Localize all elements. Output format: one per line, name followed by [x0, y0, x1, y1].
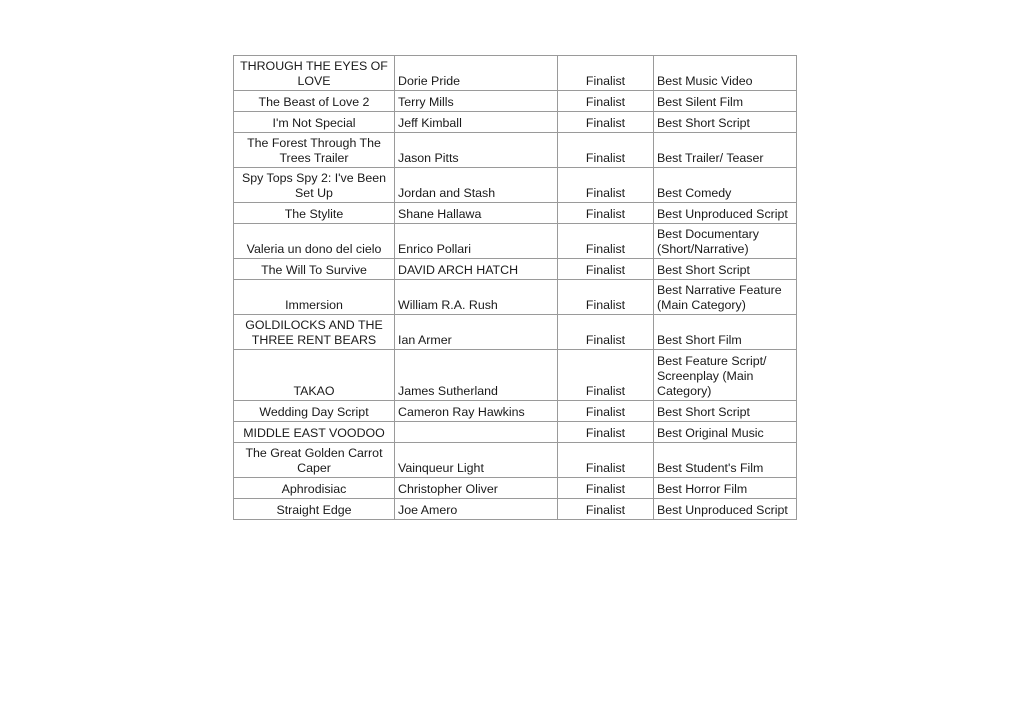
table-row	[234, 315, 797, 350]
table-row	[234, 478, 797, 499]
status-cell: Finalist	[558, 56, 654, 91]
table-row	[234, 168, 797, 203]
status-cell: Finalist	[558, 350, 654, 401]
category-cell: Best Short Script	[654, 259, 797, 280]
category-cell: Best Short Film	[654, 315, 797, 350]
entrant-name-cell: Jeff Kimball	[395, 112, 558, 133]
status-cell: Finalist	[558, 280, 654, 315]
category-cell: Best Original Music	[654, 422, 797, 443]
entrant-name-cell: Terry Mills	[395, 91, 558, 112]
entrant-name-cell	[395, 422, 558, 443]
film-title-cell: Wedding Day Script	[234, 401, 395, 422]
table-row	[234, 112, 797, 133]
table-row	[234, 443, 797, 478]
entrant-name-cell: Joe Amero	[395, 499, 558, 520]
table-row	[234, 56, 797, 91]
category-cell: Best Trailer/ Teaser	[654, 133, 797, 168]
film-title-cell: The Forest Through The Trees Trailer	[234, 133, 395, 168]
status-cell: Finalist	[558, 499, 654, 520]
film-title-cell: The Stylite	[234, 203, 395, 224]
film-title-cell: Valeria un dono del cielo	[234, 224, 395, 259]
entrant-name-cell: James Sutherland	[395, 350, 558, 401]
film-title-cell: MIDDLE EAST VOODOO	[234, 422, 395, 443]
table-row	[234, 401, 797, 422]
status-cell: Finalist	[558, 203, 654, 224]
table-row	[234, 499, 797, 520]
entrant-name-cell: Enrico Pollari	[395, 224, 558, 259]
film-title-cell: GOLDILOCKS AND THE THREE RENT BEARS	[234, 315, 395, 350]
status-cell: Finalist	[558, 112, 654, 133]
entrant-name-cell: DAVID ARCH HATCH	[395, 259, 558, 280]
film-title-cell: The Great Golden Carrot Caper	[234, 443, 395, 478]
table-row	[234, 133, 797, 168]
status-cell: Finalist	[558, 401, 654, 422]
entrant-name-cell: Dorie Pride	[395, 56, 558, 91]
category-cell: Best Silent Film	[654, 91, 797, 112]
film-title-cell: Spy Tops Spy 2: I've Been Set Up	[234, 168, 395, 203]
table-row	[234, 422, 797, 443]
table-row	[234, 259, 797, 280]
entrant-name-cell: Shane Hallawa	[395, 203, 558, 224]
entrant-name-cell: Ian Armer	[395, 315, 558, 350]
category-cell: Best Unproduced Script	[654, 499, 797, 520]
status-cell: Finalist	[558, 422, 654, 443]
table-row	[234, 91, 797, 112]
category-cell: Best Unproduced Script	[654, 203, 797, 224]
film-title-cell: The Beast of Love 2	[234, 91, 395, 112]
table-row	[234, 224, 797, 259]
status-cell: Finalist	[558, 133, 654, 168]
entrant-name-cell: William R.A. Rush	[395, 280, 558, 315]
status-cell: Finalist	[558, 478, 654, 499]
entrant-name-cell: Cameron Ray Hawkins	[395, 401, 558, 422]
category-cell: Best Documentary (Short/Narrative)	[654, 224, 797, 259]
film-title-cell: TAKAO	[234, 350, 395, 401]
category-cell: Best Horror Film	[654, 478, 797, 499]
category-cell: Best Short Script	[654, 112, 797, 133]
film-title-cell: THROUGH THE EYES OF LOVE	[234, 56, 395, 91]
category-cell: Best Narrative Feature (Main Category)	[654, 280, 797, 315]
category-cell: Best Short Script	[654, 401, 797, 422]
status-cell: Finalist	[558, 443, 654, 478]
table-row	[234, 280, 797, 315]
table-row	[234, 203, 797, 224]
film-title-cell: Straight Edge	[234, 499, 395, 520]
category-cell: Best Music Video	[654, 56, 797, 91]
film-title-cell: The Will To Survive	[234, 259, 395, 280]
entrant-name-cell: Jordan and Stash	[395, 168, 558, 203]
table-row	[234, 350, 797, 401]
finalists-table	[233, 55, 797, 520]
category-cell: Best Student's Film	[654, 443, 797, 478]
category-cell: Best Feature Script/ Screenplay (Main Category)	[654, 350, 797, 401]
status-cell: Finalist	[558, 259, 654, 280]
film-title-cell: I'm Not Special	[234, 112, 395, 133]
category-cell: Best Comedy	[654, 168, 797, 203]
film-title-cell: Immersion	[234, 280, 395, 315]
status-cell: Finalist	[558, 168, 654, 203]
status-cell: Finalist	[558, 91, 654, 112]
entrant-name-cell: Jason Pitts	[395, 133, 558, 168]
entrant-name-cell: Vainqueur Light	[395, 443, 558, 478]
entrant-name-cell: Christopher Oliver	[395, 478, 558, 499]
status-cell: Finalist	[558, 315, 654, 350]
film-title-cell: Aphrodisiac	[234, 478, 395, 499]
status-cell: Finalist	[558, 224, 654, 259]
